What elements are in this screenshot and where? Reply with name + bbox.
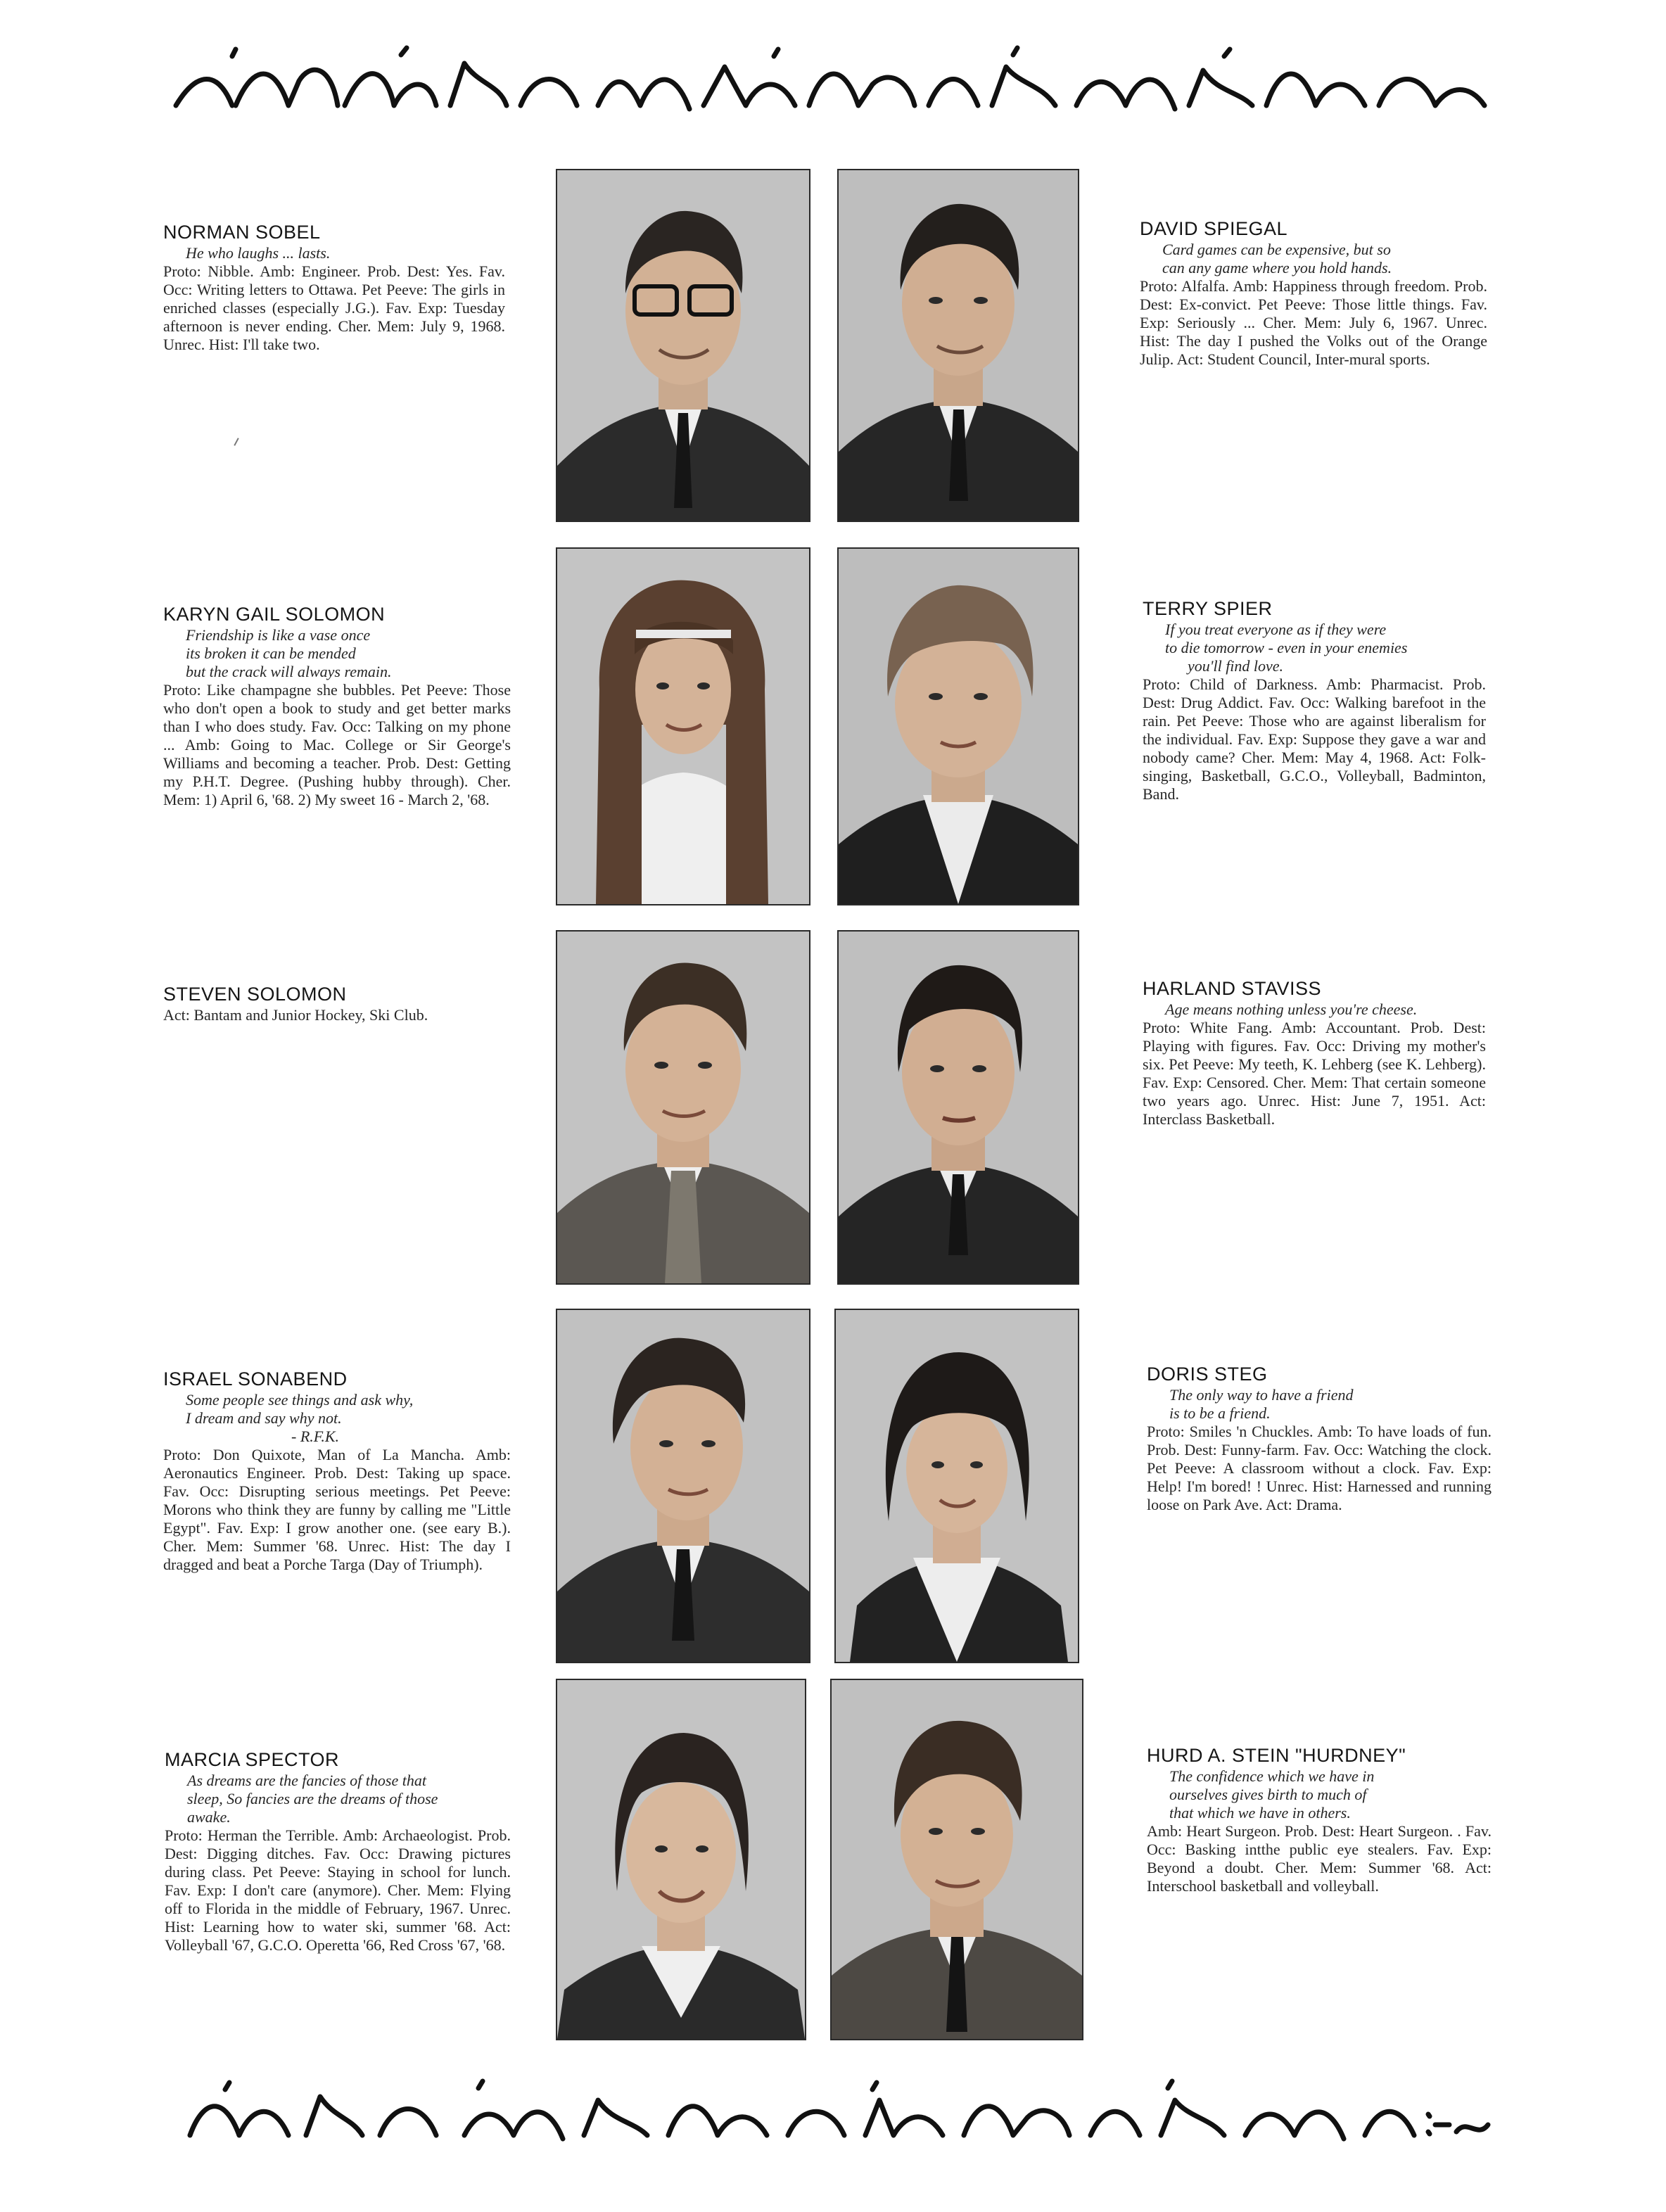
student-bio-karyn-gail-solomon <box>163 604 511 809</box>
photo-david-spiegal <box>837 169 1079 522</box>
student-bio-doris-steg <box>1147 1364 1492 1514</box>
student-bio-text: Proto: Smiles 'n Chuckles. Amb: To have loads of fun. Prob. Dest: Funny-farm. Fav. Occ: Watching the clock. Pet Peeve: A classroom without a clock. Fav. Exp: Help! I'm bored! ! Unrec. Hist: Harnessed and running loose on Park Ave. Act: Drama. <box>1147 1423 1492 1513</box>
student-bio-norman-sobel <box>163 222 505 354</box>
quote-line: sleep, So fancies are the dreams of those <box>187 1790 438 1807</box>
photo-israel-sonabend <box>556 1309 810 1663</box>
student-bio-text: Proto: Alfalfa. Amb: Happiness through freedom. Prob. Dest: Ex-convict. Pet Peeve: Those little things. Fav. Exp: Seriously ... Cher. Mem: July 6, 1967. Unrec. Hist: The day I pushed the Volks out of the Orange Julip. Act: Student Council, Inter-mural sports. <box>1140 277 1487 368</box>
student-bio-david-spiegal <box>1140 218 1487 369</box>
quote-line: to die tomorrow - even in your enemies <box>1165 639 1408 656</box>
student-portrait-photo-icon <box>839 932 1078 1283</box>
quote-line: I dream and say why not. <box>186 1409 342 1427</box>
quote-line: its broken it can be mended <box>186 644 356 662</box>
student-bio-marcia-spector <box>165 1749 511 1954</box>
student-bio-steven-solomon <box>163 984 511 1024</box>
quote-line: The confidence which we have in <box>1169 1767 1375 1785</box>
student-bio-text: Proto: Child of Darkness. Amb: Pharmacist. Prob. Dest: Drug Addict. Fav. Occ: Walking barefoot in the rain. Pet Peeve: Those who are against liberalism for the individual. Fav. Exp: Suppose they gave a war and nobody came? Cher. Mem: May 4, 1968. Act: Folk-singing, Basketball, G.C.O., Volleyball, Badminton, Band. <box>1143 675 1486 803</box>
student-name: HARLAND STAVISS <box>1143 978 1322 999</box>
photo-hurd-a-stein <box>830 1679 1083 2040</box>
student-portrait-photo-icon <box>839 170 1078 521</box>
quote-attribution: - R.F.K. <box>291 1428 340 1445</box>
photo-steven-solomon <box>556 930 810 1285</box>
student-bio-hurd-a-stein <box>1147 1745 1492 1895</box>
student-quote <box>1140 241 1487 277</box>
student-quote <box>1143 621 1486 675</box>
student-bio-israel-sonabend <box>163 1368 511 1574</box>
quote-line: He who laughs ... lasts. <box>186 244 331 262</box>
student-bio-text: Proto: Nibble. Amb: Engineer. Prob. Dest: Yes. Fav. Occ: Writing letters to Ottawa. Pet Peeve: The girls in enriched classes (especially J.G.). Fav. Exp: Tuesday afternoon is never ending. Cher. Mem: July 9, 1968. Unrec. Hist: I'll take two. <box>163 262 505 353</box>
student-quote <box>163 626 511 681</box>
student-portrait-photo-icon <box>832 1680 1082 2039</box>
student-bio-text: Proto: White Fang. Amb: Accountant. Prob. Dest: Playing with figures. Fav. Occ: Driving my mother's six. Pet Peeve: My teeth, K. Lehberg (see K. Lehberg). Fav. Exp: Censored. Cher. Mem: That certain someone two years ago. Unrec. Hist: June 7, 1951. Act: Interclass Basketball. <box>1143 1019 1486 1128</box>
photo-harland-staviss <box>837 930 1079 1285</box>
student-portrait-photo-icon <box>557 1310 809 1662</box>
student-quote <box>163 244 505 262</box>
tengwar-script-icon <box>169 42 1492 127</box>
quote-line: If you treat everyone as if they were <box>1165 621 1387 638</box>
quote-line: Some people see things and ask why, <box>186 1391 414 1409</box>
student-portrait-photo-icon <box>839 549 1078 904</box>
quote-line: The only way to have a friend <box>1169 1386 1354 1404</box>
student-quote <box>165 1772 511 1826</box>
quote-line: but the crack will always remain. <box>186 663 392 680</box>
student-quote <box>1147 1386 1492 1423</box>
student-name: MARCIA SPECTOR <box>165 1749 340 1770</box>
student-quote <box>163 1391 511 1446</box>
quote-line: is to be a friend. <box>1169 1404 1271 1422</box>
student-bio-text: Proto: Don Quixote, Man of La Mancha. Amb: Aeronautics Engineer. Prob. Dest: Taking up space. Fav. Occ: Disrupting serious meetings. Pet Peeve: Morons who think they are funny by calling me "Little Egypt". Fav. Exp: I grow another one. (see eary B.). Cher. Mem: Summer '68. Unrec. Hist: The day I dragged and beat a Porche Targa (Day of Triumph). <box>163 1446 511 1573</box>
student-bio-text: Act: Bantam and Junior Hockey, Ski Club. <box>163 1006 428 1024</box>
quote-line: Age means nothing unless you're cheese. <box>1165 1000 1418 1018</box>
student-bio-text: Proto: Like champagne she bubbles. Pet Peeve: Those who don't open a book to study and get better marks than I who does study. Fav. Occ: Talking on my phone ... Amb: Going to Mac. College or Sir George's Williams and becoming a teacher. Prob. Dest: Getting my P.H.T. Degree. (Pushing hubby through). Cher. Mem: 1) April 6, '68. 2) My sweet 16 - March 2, '68. <box>163 681 511 808</box>
quote-line: Card games can be expensive, but so <box>1162 241 1391 258</box>
student-portrait-photo-icon <box>836 1310 1078 1662</box>
quote-line: that which we have in others. <box>1169 1804 1351 1822</box>
quote-line: ourselves gives birth to much of <box>1169 1786 1367 1803</box>
student-portrait-photo-icon <box>557 170 809 521</box>
student-quote <box>1147 1767 1492 1822</box>
student-name: HURD A. STEIN "HURDNEY" <box>1147 1745 1406 1766</box>
student-portrait-photo-icon <box>557 932 809 1283</box>
student-portrait-photo-icon <box>557 1680 805 2039</box>
student-name: DORIS STEG <box>1147 1364 1268 1385</box>
student-bio-text: Amb: Heart Surgeon. Prob. Dest: Heart Surgeon. . Fav. Occ: Basking intthe public eye stealers. Fav. Exp: Beyond a doubt. Cher. Mem: Summer '68. Act: Interschool basketball and volleyball. <box>1147 1822 1492 1895</box>
quote-line: you'll find love. <box>1188 657 1284 675</box>
student-name: TERRY SPIER <box>1143 598 1273 619</box>
quote-line: can any game where you hold hands. <box>1162 259 1392 276</box>
stray-mark <box>234 438 239 446</box>
student-name: STEVEN SOLOMON <box>163 984 347 1005</box>
student-bio-harland-staviss <box>1143 978 1486 1129</box>
student-bio-terry-spier <box>1143 598 1486 803</box>
photo-karyn-gail-solomon <box>556 547 810 905</box>
student-name: ISRAEL SONABEND <box>163 1368 348 1390</box>
photo-norman-sobel <box>556 169 810 522</box>
student-portrait-photo-icon <box>557 549 809 904</box>
student-name: NORMAN SOBEL <box>163 222 321 243</box>
photo-terry-spier <box>837 547 1079 905</box>
photo-marcia-spector <box>556 1679 806 2040</box>
top-script-banner <box>169 42 1492 127</box>
student-name: DAVID SPIEGAL <box>1140 218 1288 239</box>
quote-line: As dreams are the fancies of those that <box>187 1772 426 1789</box>
photo-doris-steg <box>834 1309 1079 1663</box>
quote-line: awake. <box>187 1808 231 1826</box>
student-quote <box>1143 1000 1486 1019</box>
student-bio-text: Proto: Herman the Terrible. Amb: Archaeologist. Prob. Dest: Digging ditches. Fav. Occ: Drawing pictures during class. Pet Peeve: Staying in school for lunch. Fav. Exp: I don't care (anymore). Cher. Mem: Flying off to Florida in the middle of February, 1967. Unrec. Hist: Learning how to water ski, summer '68. Act: Volleyball '67, G.C.O. Operetta '66, Red Cross '67, '68. <box>165 1826 511 1954</box>
bottom-script-banner <box>183 2076 1492 2160</box>
quote-line: Friendship is like a vase once <box>186 626 371 644</box>
student-name: KARYN GAIL SOLOMON <box>163 604 386 625</box>
tengwar-script-icon <box>183 2076 1492 2160</box>
